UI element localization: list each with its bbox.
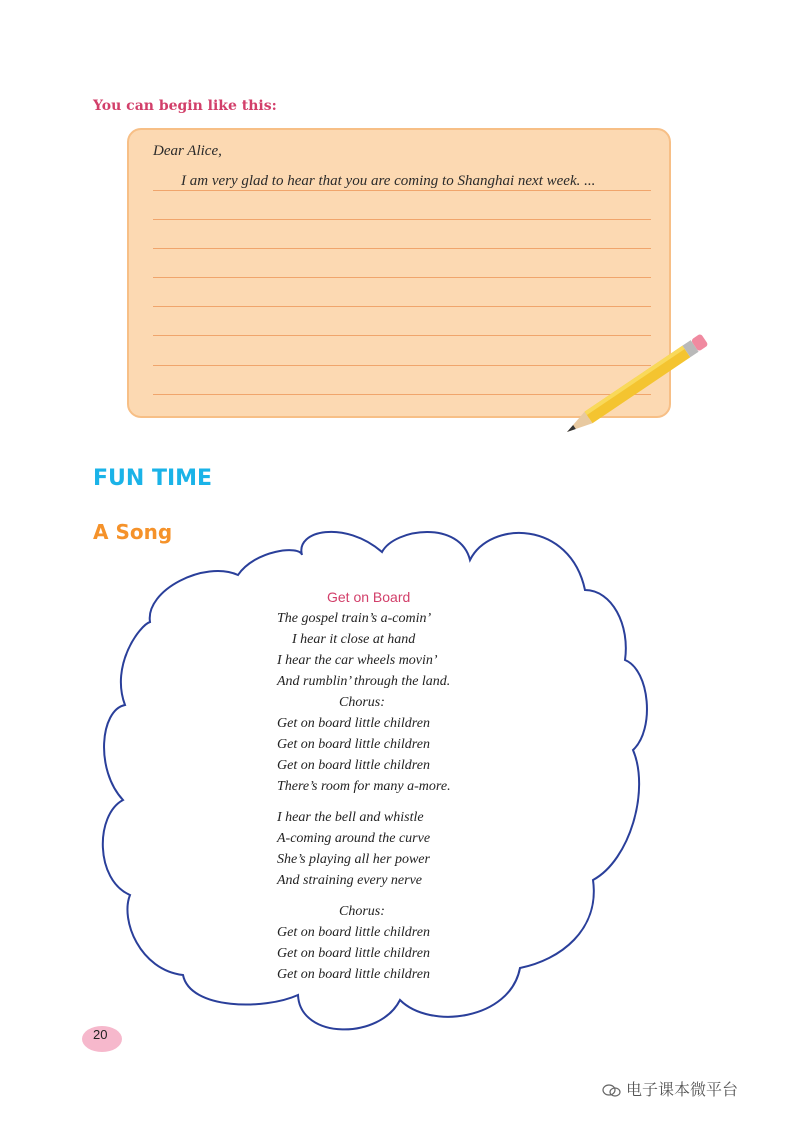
lyric-line: Get on board little children [277,946,430,961]
letter-first-line: I am very glad to hear that you are coming to Shanghai next week. ... [181,173,596,189]
lyric-line: A-coming around the curve [277,831,431,846]
watermark-text: 电子课本微平台 [626,1080,739,1099]
lyric-line: Get on board little children [277,967,430,982]
fun-time-title: FUN TIME [93,466,213,491]
chorus-label: Chorus: [339,695,385,710]
letter-salutation: Dear Alice, [153,143,222,159]
song-title: Get on Board [327,589,411,605]
lyric-line: There’s room for many a-more. [277,779,451,794]
lyric-line: I hear it close at hand [292,632,416,647]
lyric-line: I hear the car wheels movin’ [277,653,438,668]
lyric-line: Get on board little children [277,758,430,773]
lyric-line: And rumblin’ through the land. [277,674,451,689]
lyric-line: I hear the bell and whistle [277,810,424,825]
lyric-line: Get on board little children [277,716,430,731]
watermark [602,1077,738,1100]
lyric-line: She’s playing all her power [277,852,430,867]
wechat-icon [602,1084,622,1098]
lyric-line: And straining every nerve [277,873,423,888]
chorus-label: Chorus: [339,904,385,919]
lyric-line: The gospel train’s a-comin’ [277,611,432,626]
lyric-line: Get on board little children [277,925,430,940]
song-heading: A Song [93,520,173,544]
intro-text: You can begin like this: [93,98,277,114]
page-number: 20 [93,1027,108,1042]
lyric-line: Get on board little children [277,737,430,752]
